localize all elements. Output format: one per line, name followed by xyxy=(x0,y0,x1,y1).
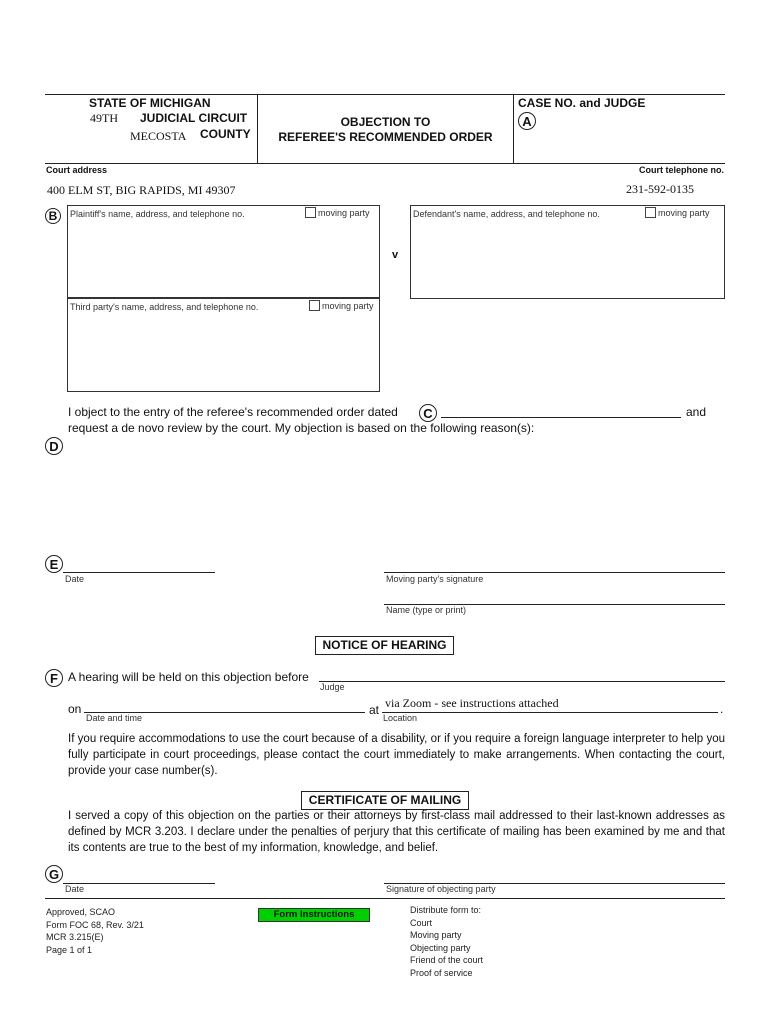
form-title-line2: REFEREE'S RECOMMENDED ORDER xyxy=(278,130,493,144)
footer-mcr: MCR 3.215(E) xyxy=(46,932,104,942)
distribution-item: Court xyxy=(410,917,433,928)
form-instructions-button[interactable]: Form Instructions xyxy=(258,908,370,922)
objection-reasons-field[interactable] xyxy=(68,440,725,550)
certificate-text: I served a copy of this objection on the parties or their attorneys by first-class mail addressed to their last-known addresses as defined by MCR 3.203. I declare under the penalties of perjury that this certificate of mailing has been examined by me and that its contents are true to the best of my information, knowledge, and belief. xyxy=(68,810,725,854)
hearing-on: on xyxy=(68,702,82,716)
county-label: COUNTY xyxy=(200,127,251,141)
objection-date-label: Date xyxy=(65,574,85,584)
header-bottom-rule xyxy=(45,163,725,164)
defendant-moving-checkbox[interactable] xyxy=(645,207,656,218)
marker-f: F xyxy=(45,669,63,687)
hearing-period: . xyxy=(720,702,724,716)
marker-c: C xyxy=(419,404,437,422)
accommodation-text: If you require accommodations to use the court because of a disability, or if you require a foreign language interpreter to help you fully participate in court proceedings, please contact the court immediately to make arrangements. When contacting the court, provide your case number(s). xyxy=(68,733,725,777)
hearing-datetime-label: Date and time xyxy=(86,713,143,723)
defendant-box[interactable] xyxy=(410,205,725,299)
state-label: STATE OF MICHIGAN xyxy=(89,96,211,110)
hearing-location-value[interactable]: via Zoom - see instructions attached xyxy=(385,696,559,710)
circuit-label: JUDICIAL CIRCUIT xyxy=(140,111,248,125)
hearing-location-label: Location xyxy=(383,713,418,723)
court-address-value[interactable]: 400 ELM ST, BIG RAPIDS, MI 49307 xyxy=(47,183,236,197)
marker-e: E xyxy=(45,555,63,573)
case-number-label: CASE NO. and JUDGE xyxy=(518,96,646,110)
court-phone-label: Court telephone no. xyxy=(639,165,724,175)
form-title-line1: OBJECTION TO xyxy=(340,115,431,129)
notice-of-hearing-title: NOTICE OF HEARING xyxy=(315,636,454,655)
court-phone-value[interactable]: 231-592-0135 xyxy=(626,182,694,196)
plaintiff-label: Plaintiff's name, address, and telephone no. xyxy=(70,209,245,219)
mailing-date-label: Date xyxy=(65,884,85,894)
defendant-moving-label: moving party xyxy=(658,208,710,218)
plaintiff-box[interactable] xyxy=(67,205,380,298)
defendant-label: Defendant's name, address, and telephone no. xyxy=(413,209,600,219)
moving-party-signature-field[interactable] xyxy=(384,572,725,573)
marker-d: D xyxy=(45,437,63,455)
hearing-text: A hearing will be held on this objection before xyxy=(68,670,309,684)
county-value[interactable]: MECOSTA xyxy=(130,129,187,143)
footer-rule xyxy=(45,898,725,899)
distribution-item: Objecting party xyxy=(410,942,471,953)
distribution-title: Distribute form to: xyxy=(410,905,482,915)
circuit-value[interactable]: 49TH xyxy=(90,111,118,125)
mailing-date-field[interactable] xyxy=(63,883,215,884)
plaintiff-moving-label: moving party xyxy=(318,208,370,218)
header-divider-right xyxy=(513,94,514,163)
name-print-label: Name (type or print) xyxy=(386,605,467,615)
moving-party-signature-label: Moving party's signature xyxy=(386,574,484,584)
third-party-box[interactable] xyxy=(67,298,380,392)
court-address-label: Court address xyxy=(46,165,108,175)
marker-g: G xyxy=(45,865,63,883)
third-party-moving-label: moving party xyxy=(322,301,374,311)
distribution-item: Moving party xyxy=(410,930,462,940)
footer-approved: Approved, SCAO xyxy=(46,907,116,917)
objection-text-1: I object to the entry of the referee's recommended order dated xyxy=(68,405,398,419)
distribution-item: Friend of the court xyxy=(410,955,484,965)
versus-label: v xyxy=(392,249,399,261)
third-party-label: Third party's name, address, and telephone no. xyxy=(70,302,259,312)
objection-date-field[interactable] xyxy=(63,572,215,573)
certificate-of-mailing-title: CERTIFICATE OF MAILING xyxy=(301,791,469,810)
footer-page: Page 1 of 1 xyxy=(46,944,93,955)
objecting-party-signature-label: Signature of objecting party xyxy=(386,884,496,894)
marker-a: A xyxy=(518,112,536,130)
hearing-judge-field[interactable] xyxy=(319,681,725,682)
objection-and: and xyxy=(686,405,707,419)
header-top-rule xyxy=(45,94,725,95)
distribution-item: Proof of service xyxy=(410,967,473,978)
hearing-location-line xyxy=(382,712,718,713)
footer-info xyxy=(46,906,144,956)
order-date-field[interactable] xyxy=(441,417,681,418)
plaintiff-moving-checkbox[interactable] xyxy=(305,207,316,218)
objection-text-2: request a de novo review by the court. My objection is based on the following reason(s): xyxy=(68,421,535,435)
hearing-at: at xyxy=(369,703,380,717)
footer-form: Form FOC 68, Rev. 3/21 xyxy=(46,919,144,930)
marker-b: B xyxy=(45,208,61,224)
third-party-moving-checkbox[interactable] xyxy=(309,300,320,311)
hearing-judge-label: Judge xyxy=(320,682,345,692)
distribution-list xyxy=(410,904,483,979)
